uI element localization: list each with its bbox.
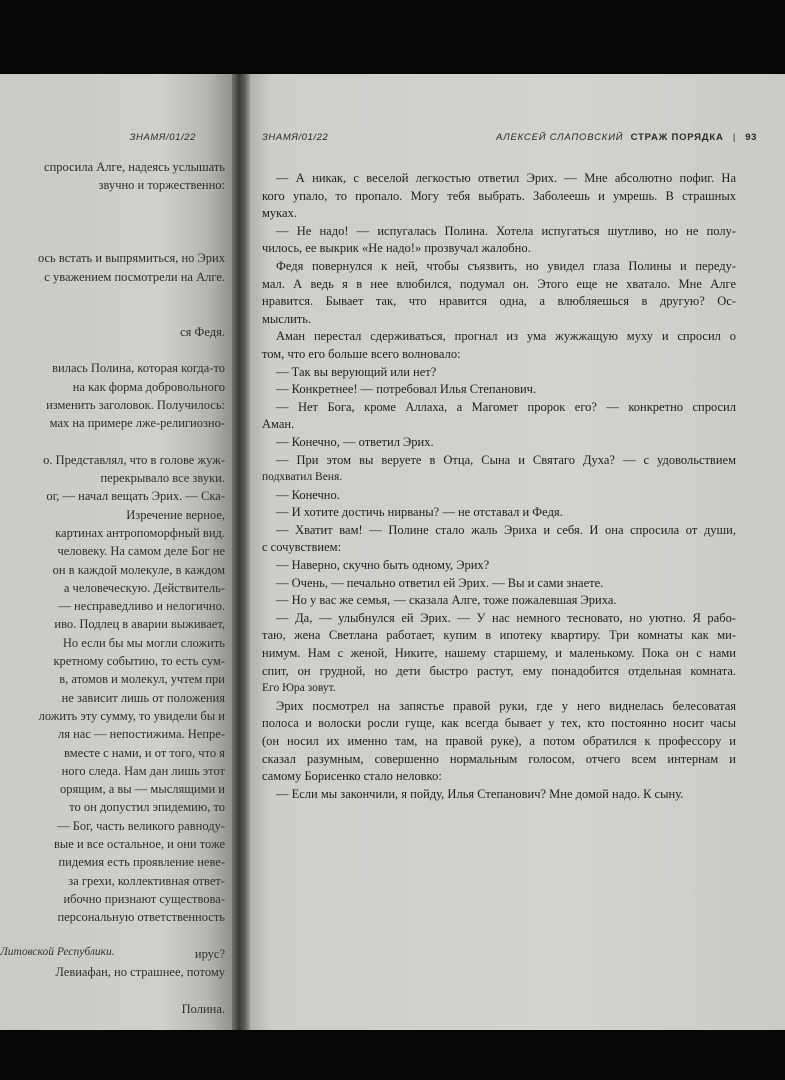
body-text-line: чилось, ее выкрик «Не надо!» прозвучал жалобно. bbox=[262, 241, 531, 256]
left-text-line-content: иво. Подлец в аварии выживает, bbox=[54, 617, 225, 632]
left-text-line bbox=[0, 981, 225, 999]
body-text-line: — Конечно, — ответил Эрих. bbox=[276, 434, 434, 449]
body-text-line: — Не надо! — испугалась Полина. Хотела испугаться шутливо, но не полу- bbox=[276, 223, 736, 238]
page-number: 93 bbox=[745, 132, 757, 143]
left-text-line bbox=[0, 798, 225, 816]
head-separator: | bbox=[732, 132, 736, 143]
body-text-line: нравится. Бывает так, что нравится одна, а влюбляешься в другую? Ос- bbox=[262, 294, 736, 309]
left-text-line-content: Изречение верное, bbox=[126, 507, 225, 522]
body-text-line: спит, он грудной, но дети быстро растут, ему понадобится отдельная комната. bbox=[262, 663, 736, 678]
body-text-line: — Наверно, скучно быть одному, Эрих? bbox=[276, 558, 490, 573]
left-text-line-content: перекрывало все звуки. bbox=[100, 471, 225, 486]
left-text-line bbox=[0, 652, 225, 670]
body-text-line: том, что его больше всего волновало: bbox=[262, 346, 461, 361]
body-text-line: — При этом вы веруете в Отца, Сына и Святаго Духа? — с удовольствием bbox=[276, 452, 736, 467]
left-text-line bbox=[0, 725, 225, 743]
body-text-line: — Конкретнее! — потребовал Илья Степанович. bbox=[276, 382, 537, 397]
body-text-line: с сочувствием: bbox=[262, 540, 342, 555]
left-text-line bbox=[0, 615, 225, 633]
left-text-line bbox=[0, 304, 225, 322]
left-text-line bbox=[0, 908, 225, 926]
body-text-line: Федя повернулся к ней, чтобы съязвить, но увидел глаза Полины и переду- bbox=[276, 258, 736, 273]
body-text-line: — А никак, с веселой легкостью ответил Эрих. — Мне абсолютно пофиг. На bbox=[276, 171, 736, 185]
left-text-line-content: кретному событию, то есть сум- bbox=[53, 654, 225, 669]
body-text-line: — Нет Бога, кроме Аллаха, а Магомет пророк его? — конкретно спросил bbox=[276, 399, 736, 414]
body-text-line: таю, жена Светлана работает, купим в ипотеку квартиру. Три комнаты как ми- bbox=[262, 628, 736, 643]
right-running-head-journal: ЗНАМЯ/01/22 bbox=[262, 132, 329, 143]
left-page-text bbox=[0, 158, 225, 1018]
left-text-line bbox=[0, 634, 225, 652]
left-text-line-content: он в каждой молекуле, в каждом bbox=[52, 562, 225, 577]
left-text-line bbox=[0, 451, 225, 469]
body-text-line: — Да, — улыбнулся ей Эрих. — У нас немного тесновато, но уютно. Я рабо- bbox=[276, 610, 736, 625]
left-text-line bbox=[0, 744, 225, 762]
left-text-line bbox=[0, 341, 225, 359]
left-text-line bbox=[0, 707, 225, 725]
left-text-line-content: ного следа. Нам дан лишь этот bbox=[61, 763, 225, 778]
right-page-text bbox=[262, 170, 736, 803]
left-text-line-content: ог, — начал вещать Эрих. — Ска- bbox=[46, 489, 225, 504]
left-text-line bbox=[0, 762, 225, 780]
body-text-line: мыслить. bbox=[262, 311, 312, 326]
body-text-line: — Очень, — печально ответил ей Эрих. — Вы и сами знаете. bbox=[276, 575, 604, 590]
right-running-head bbox=[496, 132, 757, 143]
left-text-line-content: пидемия есть проявление неве- bbox=[58, 855, 225, 870]
body-text-line: — Но у вас же семья, — сказала Алге, тоже пожалевшая Эриха. bbox=[276, 593, 617, 608]
left-text-line bbox=[0, 579, 225, 597]
left-text-line-content: ся Федя. bbox=[180, 324, 225, 339]
left-text-line bbox=[0, 378, 225, 396]
left-text-line bbox=[0, 396, 225, 414]
left-text-line-content: а человеческую. Действитель- bbox=[63, 580, 225, 595]
body-text-line: (он носил их именно там, на правой руке), а потом обратился к профессору и bbox=[262, 734, 736, 748]
left-page bbox=[0, 74, 232, 1030]
book-spread bbox=[0, 74, 785, 1030]
left-text-line bbox=[0, 597, 225, 615]
left-text-line bbox=[0, 835, 225, 853]
left-text-line bbox=[0, 432, 225, 450]
left-text-line-content: на как форма добровольного bbox=[72, 379, 225, 394]
left-text-line-content: ибочно признают существова- bbox=[63, 891, 225, 906]
left-text-line bbox=[0, 158, 225, 176]
left-text-line-content: ирус? bbox=[194, 946, 225, 961]
left-text-line bbox=[0, 524, 225, 542]
left-text-line bbox=[0, 853, 225, 871]
left-text-line-content: вместе с нами, и от того, что я bbox=[64, 745, 225, 760]
body-text-line: — Так вы верующий или нет? bbox=[276, 364, 437, 379]
left-text-line-content: картинах антропоморфный вид. bbox=[55, 525, 225, 540]
body-text-line: самому Борисенко стало неловко: bbox=[262, 769, 442, 784]
left-text-line bbox=[0, 323, 225, 341]
left-text-line bbox=[0, 817, 225, 835]
left-text-line-content: Левиафан, но страшнее, потому bbox=[55, 965, 225, 980]
left-text-line-content: человеку. На самом деле Бог не bbox=[57, 544, 225, 559]
left-text-line bbox=[0, 780, 225, 798]
left-text-line-content: — несправедливо и нелогично. bbox=[58, 599, 225, 614]
left-text-line bbox=[0, 542, 225, 560]
left-text-line bbox=[0, 1000, 225, 1018]
left-text-line-content: вые и все остальное, и они тоже bbox=[53, 836, 225, 851]
left-text-line-content: орящим, а вы — мыслящими и bbox=[59, 782, 225, 797]
left-text-line-content: с уважением посмотрели на Алге. bbox=[44, 269, 225, 284]
left-text-line bbox=[0, 268, 225, 286]
left-text-line bbox=[0, 469, 225, 487]
left-text-line-content: ложить эту сумму, то увидели бы и bbox=[38, 708, 225, 723]
left-text-line-content: изменить заголовок. Получилось: bbox=[46, 397, 225, 412]
body-text-line: нимум. Нам с женой, Никите, нашему старшему, и маленькому. Пока он с нами bbox=[262, 646, 736, 661]
left-text-line bbox=[0, 231, 225, 249]
body-text-line: — Хватит вам! — Полине стало жаль Эриха и себя. И она спросила от души, bbox=[276, 522, 736, 537]
left-text-line bbox=[0, 872, 225, 890]
body-text-line: кого упало, то пропало. Могу тебя выбрать. Заболеешь и умрешь. В страшных bbox=[262, 188, 736, 203]
left-text-line-content: спросила Алге, надеясь услышать bbox=[44, 160, 225, 174]
left-text-line bbox=[0, 487, 225, 505]
body-text-line: подхватил Веня. bbox=[262, 471, 343, 484]
left-text-line bbox=[0, 926, 225, 944]
left-text-line bbox=[0, 286, 225, 304]
left-text-line-content: мах на примере лже-религиозно- bbox=[49, 416, 225, 431]
left-text-line-content: то он допустил эпидемию, то bbox=[69, 800, 225, 815]
left-text-line bbox=[0, 890, 225, 908]
body-text-line: мал. А ведь я в нее влюбился, подумал он. Этого еще не хватало. Мне Алге bbox=[262, 276, 736, 291]
story-title: СТРАЖ ПОРЯДКА bbox=[630, 132, 724, 143]
left-text-line-content: за грехи, коллективная ответ- bbox=[68, 873, 225, 888]
left-text-line bbox=[0, 176, 225, 194]
left-text-line-content: Но если бы мы могли сложить bbox=[62, 635, 225, 650]
left-text-line-content: звучно и торжественно: bbox=[98, 178, 225, 193]
body-text-line: сказал разумным, совершенно нормальным голосом, отчего всем интернам и bbox=[262, 751, 736, 766]
left-text-line bbox=[0, 963, 225, 981]
left-text-line-content: в, атомов и молекул, учтем при bbox=[59, 672, 225, 687]
left-footnote: Литовской Республики. bbox=[0, 946, 115, 958]
body-text-line: Эрих посмотрел на запястье правой руки, где у него виднелась белесоватая bbox=[276, 698, 736, 713]
left-text-line-content: ля нас — непостижима. Непре- bbox=[57, 727, 225, 742]
left-text-line bbox=[0, 359, 225, 377]
body-text-line: Аман перестал сдерживаться, прогнал из ума жужжащую муху и спросил о bbox=[276, 329, 736, 344]
book-gutter bbox=[232, 74, 250, 1030]
body-text-line: полоса и волоски росли гуще, как всегда бывает у тех, кто постоянно носит часы bbox=[262, 716, 736, 731]
left-text-line bbox=[0, 506, 225, 524]
body-text-line: — Если мы закончили, я пойду, Илья Степанович? Мне домой надо. К сыну. bbox=[276, 786, 684, 801]
left-text-line bbox=[0, 195, 225, 213]
left-running-head: ЗНАМЯ/01/22 bbox=[129, 132, 196, 143]
right-page bbox=[250, 74, 785, 1030]
left-text-line-content: — Бог, часть великого равноду- bbox=[57, 818, 225, 833]
left-text-line bbox=[0, 689, 225, 707]
left-text-line bbox=[0, 414, 225, 432]
body-text-line: муках. bbox=[262, 206, 297, 221]
left-text-line-content: не зависит лишь от положения bbox=[61, 690, 225, 705]
left-text-line bbox=[0, 561, 225, 579]
left-text-line-content: Полина. bbox=[181, 1001, 225, 1016]
left-text-line bbox=[0, 213, 225, 231]
body-text-line: — Конечно. bbox=[276, 487, 340, 502]
body-text-line: — И хотите достичь нирваны? — не отставал и Федя. bbox=[276, 505, 563, 520]
left-text-line-content: ось встать и выпрямиться, но Эрих bbox=[37, 251, 225, 266]
body-text-line: Аман. bbox=[262, 417, 295, 432]
left-text-line-content: о. Представлял, что в голове жуж- bbox=[43, 452, 225, 467]
left-text-line bbox=[0, 249, 225, 267]
body-text-line: Его Юра зовут. bbox=[262, 682, 336, 695]
left-text-line-content: вилась Полина, которая когда-то bbox=[52, 361, 225, 376]
author-name: АЛЕКСЕЙ СЛАПОВСКИЙ bbox=[496, 132, 624, 143]
left-text-line bbox=[0, 670, 225, 688]
left-text-line-content: персональную ответственность bbox=[57, 910, 225, 925]
